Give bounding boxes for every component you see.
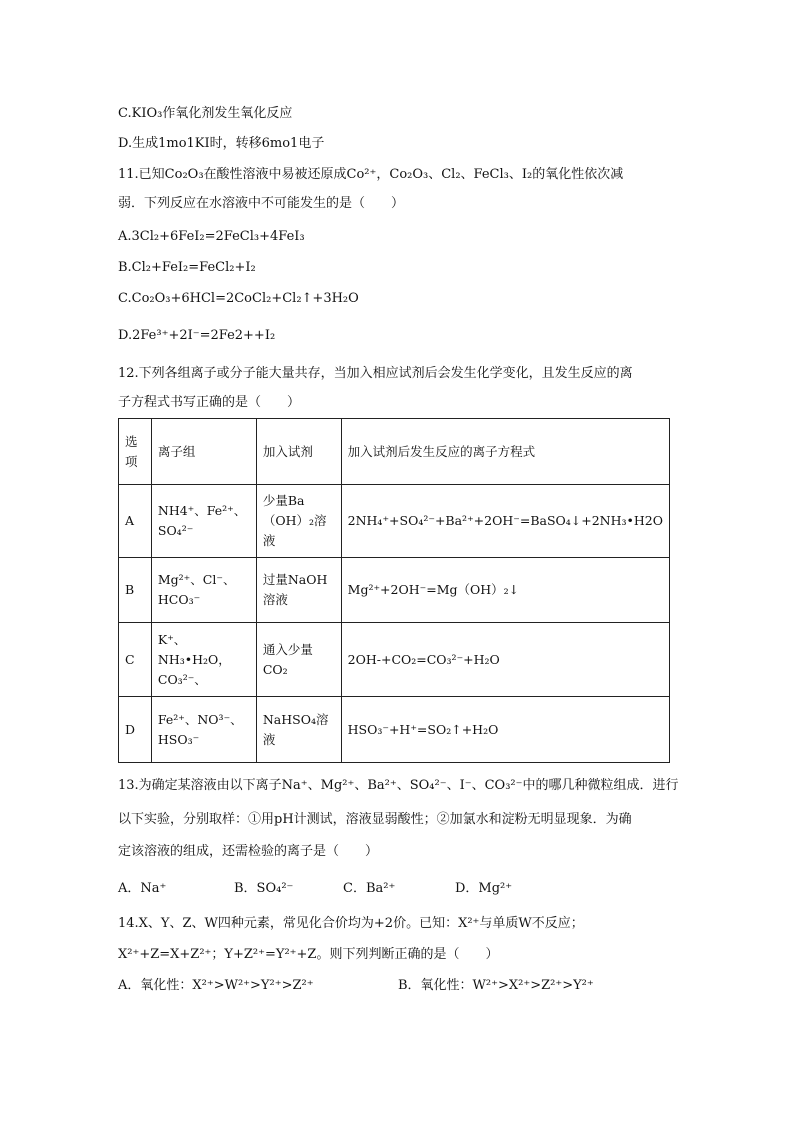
ions-cell: NH4⁺、Fe²⁺、SO₄²⁻ xyxy=(151,485,256,558)
q12-stem-line1: 12.下列各组离子或分子能大量共存，当加入相应试剂后会发生化学变化，且发生反应的离 xyxy=(118,366,633,381)
q11-option-c: C.Co₂O₃+6HCl=2CoCl₂+Cl₂↑+3H₂O xyxy=(118,291,359,306)
q13-option-b: B．SO₄²⁻ xyxy=(234,881,294,896)
q13-stem-line3: 定该溶液的组成，还需检验的离子是（ ） xyxy=(118,844,379,859)
table-header-cell: 加入试剂 xyxy=(256,419,341,485)
q13-option-c: C．Ba²⁺ xyxy=(343,881,396,896)
q11-stem-line2: 弱．下列反应在水溶液中不可能发生的是（ ） xyxy=(118,196,405,211)
option-cell: B xyxy=(119,558,152,623)
q10-option-c: C.KIO₃作氧化剂发生氧化反应 xyxy=(118,106,293,121)
table-row xyxy=(119,697,670,763)
option-cell: C xyxy=(119,623,152,697)
q14-stem-line2: X²⁺+Z=X+Z²⁺；Y+Z²⁺=Y²⁺+Z。则下列判断正确的是（ ） xyxy=(118,947,499,962)
ions-cell: Fe²⁺、NO³⁻、HSO₃⁻ xyxy=(151,697,256,763)
q12-stem-line2: 子方程式书写正确的是（ ） xyxy=(118,395,301,410)
reagent-cell: NaHSO₄溶液 xyxy=(256,697,341,763)
equation-cell: Mg²⁺+2OH⁻=Mg（OH）₂↓ xyxy=(341,558,669,623)
equation-cell: 2NH₄⁺+SO₄²⁻+Ba²⁺+2OH⁻=BaSO₄↓+2NH₃•H2O xyxy=(341,485,669,558)
q13-option-a: A．Na⁺ xyxy=(118,881,167,896)
q11-stem-line1: 11.已知Co₂O₃在酸性溶液中易被还原成Co²⁺，Co₂O₃、Cl₂、FeCl₃、I₂的氧化性依次减 xyxy=(118,167,624,182)
table-row xyxy=(119,558,670,623)
ions-cell: Mg²⁺、Cl⁻、HCO₃⁻ xyxy=(151,558,256,623)
q11-option-b: B.Cl₂+FeI₂=FeCl₂+I₂ xyxy=(118,260,256,275)
option-cell: D xyxy=(119,697,152,763)
q11-option-a: A.3Cl₂+6FeI₂=2FeCl₃+4FeI₃ xyxy=(118,229,305,244)
equation-cell: 2OH-+CO₂=CO₃²⁻+H₂O xyxy=(341,623,669,697)
q13-stem-line2: 以下实验，分别取样：①用pH计测试，溶液显弱酸性；②加氯水和淀粉无明显现象．为确 xyxy=(118,812,632,827)
table-row xyxy=(119,485,670,558)
q10-option-d: D.生成1mo1KI时，转移6mo1电子 xyxy=(118,136,325,151)
table-header-cell: 选项 xyxy=(119,419,152,485)
q14-option-a: A．氧化性：X²⁺>W²⁺>Y²⁺>Z²⁺ xyxy=(118,978,314,993)
table-header-row xyxy=(119,419,670,485)
q14-option-b: B．氧化性：W²⁺>X²⁺>Z²⁺>Y²⁺ xyxy=(398,978,594,993)
ions-cell: K⁺、NH₃•H₂O，CO₃²⁻、 xyxy=(151,623,256,697)
equation-cell: HSO₃⁻+H⁺=SO₂↑+H₂O xyxy=(341,697,669,763)
q13-stem-line1: 13.为确定某溶液由以下离子Na⁺、Mg²⁺、Ba²⁺、SO₄²⁻、I⁻、CO₃²⁻中的哪几种微粒组成．进行 xyxy=(118,778,679,793)
option-cell: A xyxy=(119,485,152,558)
table-header-cell: 离子组 xyxy=(151,419,256,485)
reagent-cell: 过量NaOH溶液 xyxy=(256,558,341,623)
q12-options-table xyxy=(118,418,670,763)
q13-option-d: D．Mg²⁺ xyxy=(455,881,513,896)
reagent-cell: 通入少量CO₂ xyxy=(256,623,341,697)
reagent-cell: 少量Ba（OH）₂溶液 xyxy=(256,485,341,558)
table-row xyxy=(119,623,670,697)
table-header-cell: 加入试剂后发生反应的离子方程式 xyxy=(341,419,669,485)
q14-stem-line1: 14.X、Y、Z、W四种元素，常见化合价均为+2价。已知：X²⁺与单质W不反应； xyxy=(118,916,584,931)
q11-option-d: D.2Fe³⁺+2I⁻=2Fe2++I₂ xyxy=(118,328,276,343)
